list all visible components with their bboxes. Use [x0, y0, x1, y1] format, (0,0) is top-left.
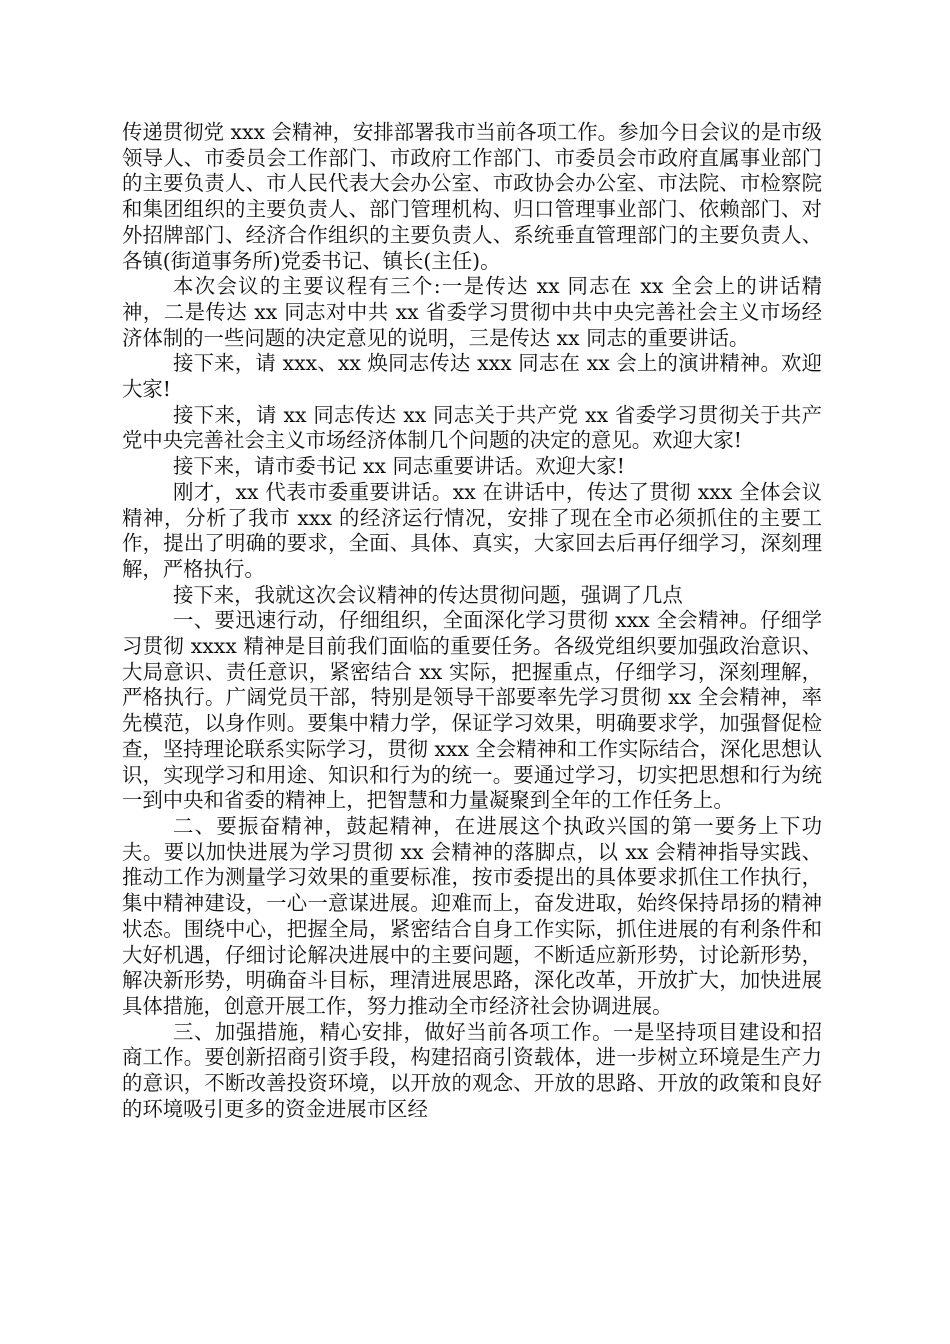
paragraph-summary: 刚才，xx 代表市委重要讲话。xx 在讲话中，传达了贯彻 xxx 全体会议精神，分析了我市 xxx 的经济运行情况，安排了现在全市必须抓住的主要工作，提出了明确的要求，全面、具体、真实，大家回去后再仔细学习，深刻理解，严格执行。 — [122, 479, 822, 581]
paragraph-party-secretary: 接下来，请市委书记 xx 同志重要讲话。欢迎大家! — [173, 454, 625, 479]
document-body — [122, 120, 822, 1122]
paragraph-point-three: 三、加强措施，精心安排，做好当前各项工作。一是坚持项目建设和招商工作。要创新招商引资手段，构建招商引资载体，进一步树立环境是生产力的意识，不断改善投资环境，以开放的观念、开放的思路、开放的政策和良好的环境吸引更多的资金进展市区经 — [122, 1019, 822, 1121]
paragraph-second-speaker: 接下来，请 xx 同志传达 xx 同志关于共产党 xx 省委学习贯彻关于共产党中央完善社会主义市场经济体制几个问题的决定的意见。欢迎大家! — [122, 402, 822, 453]
paragraph-point-one: 一、要迅速行动，仔细组织，全面深化学习贯彻 xxx 全会精神。仔细学习贯彻 xxxx 精神是目前我们面临的重要任务。各级党组织要加强政治意识、大局意识、责任意识，紧密结合 xx 实际，把握重点，仔细学习，深刻理解，严格执行。广阔党员干部，特别是领导干部要率先学习贯彻 xx 全会精神，率先模范，以身作则。要集中精力学，保证学习效果，明确要求学，加强督促检查，坚持理论联系实际学习，贯彻 xxx 全会精神和工作实际结合，深化思想认识，实现学习和用途、知识和行为的统一。要通过学习，切实把思想和行为统一到中央和省委的精神上，把智慧和力量凝聚到全年的工作任务上。 — [122, 608, 822, 813]
paragraph-point-two: 二、要振奋精神，鼓起精神，在进展这个执政兴国的第一要务上下功夫。要以加快进展为学习贯彻 xx 会精神的落脚点，以 xx 会精神指导实践、推动工作为测量学习效果的重要标准，按市委提出的具体要求抓住工作执行，集中精神建设，一心一意谋进展。迎难而上，奋发进取，始终保持昂扬的精神状态。围绕中心，把握全局，紧密结合自身工作实际，抓住进展的有利条件和大好机遇，仔细讨论解决进展中的主要问题，不断适应新形势，讨论新形势，解决新形势，明确奋斗目标，理清进展思路，深化改革，开放扩大，加快进展具体措施，创意开展工作，努力推动全市经济社会协调进展。 — [122, 813, 822, 1018]
paragraph-first-speaker: 接下来，请 xxx、xx 焕同志传达 xxx 同志在 xx 会上的演讲精神。欢迎大家! — [122, 351, 822, 402]
paragraph-attendees: 传递贯彻党 xxx 会精神，安排部署我市当前各项工作。参加今日会议的是市级领导人、市委员会工作部门、市政府工作部门、市委员会市政府直属事业部门的主要负责人、市人民代表大会办公室、市政协会办公室、市法院、市检察院和集团组织的主要负责人、部门管理机构、归口管理事业部门、依赖部门、对外招牌部门、经济合作组织的主要负责人、系统垂直管理部门的主要负责人、各镇(街道事务所)党委书记、镇长(主任)。 — [122, 120, 822, 273]
paragraph-emphasis-intro: 接下来，我就这次会议精神的传达贯彻问题，强调了几点 — [173, 582, 683, 607]
paragraph-agenda: 本次会议的主要议程有三个:一是传达 xx 同志在 xx 全会上的讲话精神，二是传达 xx 同志对中共 xx 省委学习贯彻中共中央完善社会主义市场经济体制的一些问题的决定意见的说明，三是传达 xx 同志的重要讲话。 — [122, 274, 822, 350]
